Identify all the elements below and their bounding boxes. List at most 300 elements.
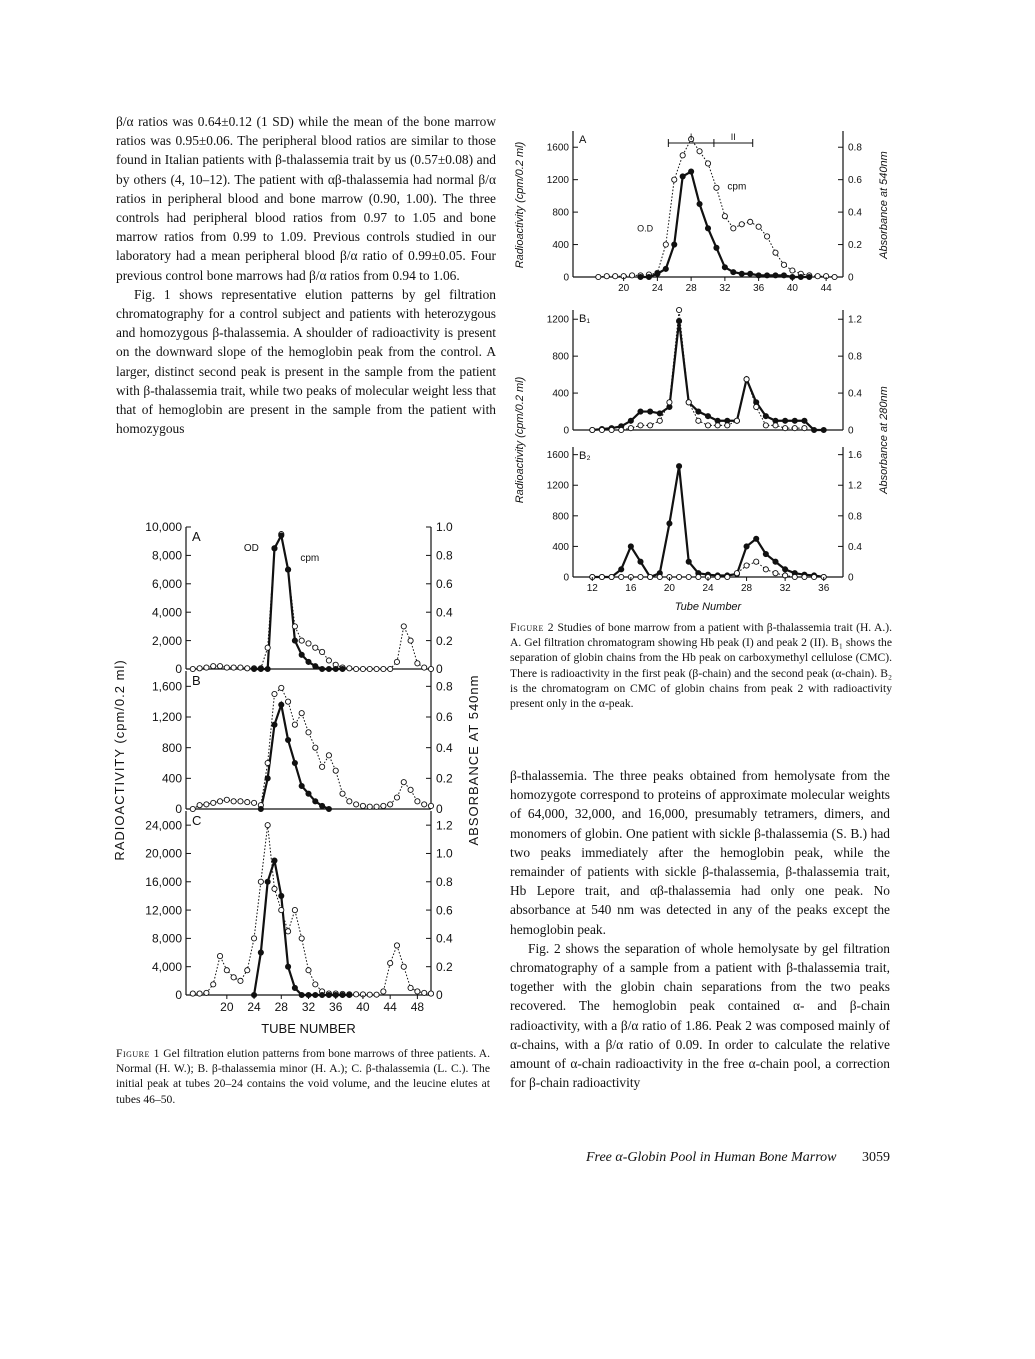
- cpm-point: [696, 409, 701, 414]
- od-point: [326, 992, 331, 997]
- od-point: [265, 776, 270, 781]
- x-tick-label: 40: [356, 1000, 370, 1014]
- x-tick-label: 36: [753, 283, 765, 294]
- y2-tick-label: 0: [436, 988, 443, 1003]
- cpm-point: [347, 799, 352, 804]
- cpm-point: [367, 992, 372, 997]
- od-point: [292, 760, 297, 765]
- cpm-point: [744, 544, 749, 549]
- y-tick-label: 1200: [546, 314, 569, 326]
- od-point: [705, 423, 710, 428]
- od-point: [320, 666, 325, 671]
- y2-axis-label: Absorbance at 280nm: [878, 386, 890, 494]
- figure-1-caption: [116, 1046, 490, 1107]
- od-point: [306, 791, 311, 796]
- cpm-point: [821, 427, 826, 432]
- od-point: [714, 245, 719, 250]
- cpm-point: [764, 234, 769, 239]
- od-point: [638, 274, 643, 279]
- cpm-point: [354, 802, 359, 807]
- cpm-point: [374, 666, 379, 671]
- y-tick-label: 1,600: [151, 679, 182, 694]
- od-point: [754, 404, 759, 409]
- y-tick-label: 800: [552, 511, 569, 523]
- od-point: [619, 427, 624, 432]
- od-point: [292, 638, 297, 643]
- cpm-point: [783, 418, 788, 423]
- y2-tick-label: 1.2: [848, 314, 862, 326]
- od-point: [313, 799, 318, 804]
- cpm-point: [333, 768, 338, 773]
- cpm-point: [638, 409, 643, 414]
- od-point: [279, 702, 284, 707]
- od-point: [657, 574, 662, 579]
- annotation-od: OD: [243, 543, 259, 555]
- cpm-point: [197, 803, 202, 808]
- cpm-point: [245, 968, 250, 973]
- cpm-point: [367, 666, 372, 671]
- cpm-point: [320, 764, 325, 769]
- od-point: [599, 427, 604, 432]
- text-column-left: [116, 112, 496, 438]
- y2-tick-label: 0.8: [848, 511, 862, 523]
- y2-tick-label: 0.4: [848, 207, 862, 219]
- panel-label: A: [579, 134, 587, 146]
- cpm-point: [763, 414, 768, 419]
- y2-axis-label: ABSORBANCE AT 540nm: [466, 674, 481, 846]
- cpm-point: [217, 799, 222, 804]
- cpm-point: [251, 800, 256, 805]
- cpm-point: [279, 907, 284, 912]
- cpm-point: [354, 666, 359, 671]
- x-tick-label: 12: [586, 583, 598, 594]
- od-point: [599, 574, 604, 579]
- cpm-point: [790, 268, 795, 273]
- cpm-point: [672, 177, 677, 182]
- od-point: [326, 806, 331, 811]
- y-tick-label: 0: [563, 572, 569, 584]
- od-point: [802, 426, 807, 431]
- x-tick-label: 36: [329, 1000, 343, 1014]
- od-point: [748, 271, 753, 276]
- y2-tick-label: 0.6: [848, 175, 862, 187]
- od-point: [686, 400, 691, 405]
- cpm-point: [197, 991, 202, 996]
- cpm-point: [313, 745, 318, 750]
- cpm-point: [613, 274, 618, 279]
- cpm-point: [367, 804, 372, 809]
- od-point: [628, 426, 633, 431]
- y-tick-label: 10,000: [145, 520, 182, 535]
- paragraph: Fig. 1 shows representative elution patterns by gel filtration chromatography for a control subject and patients with heterozygous and homozygous β-thalassemia. A shoulder of radioactivity is present on the downward slope of the hemoglobin peak from the control. A larger, distinct second peak is present in the sample from the patient with β-thalassemia trait, while two peaks of molecular weight less that that of hemoglobin are present in the sample from the patient with homozygous: [116, 286, 496, 437]
- y-tick-label: 8,000: [151, 548, 182, 563]
- paragraph: β-thalassemia. The three peaks obtained from hemolysate from the homozygote correspond to proteins of approximate molecular weights of 64,000, 32,000, and 16,000, presumably tetramers, dimers, and monomers of globin. One patient with sickle β-thalassemia (S. B.) had two peaks immediately after the hemoglobin peak, while the remainder of patients with sickle β-thalassemia, β-thalassemia trait, Hb Lepore trait, and αβ-thalassemia had only one peak. No absorbance at 540 nm was detected in any of the peaks except the hemoglobin peak.: [510, 768, 890, 937]
- cpm-point: [811, 427, 816, 432]
- page-number: 3059: [862, 1150, 890, 1165]
- od-point: [272, 858, 277, 863]
- od-point: [313, 664, 318, 669]
- y-tick-label: 1600: [546, 450, 569, 462]
- cpm-point: [340, 791, 345, 796]
- od-point: [648, 574, 653, 579]
- y-tick-label: 0: [175, 988, 182, 1003]
- y-tick-label: 400: [552, 240, 569, 252]
- cpm-point: [313, 645, 318, 650]
- y-tick-label: 400: [552, 388, 569, 400]
- cpm-point: [217, 664, 222, 669]
- cpm-point: [705, 161, 710, 166]
- cpm-point: [211, 800, 216, 805]
- od-point: [764, 273, 769, 278]
- od-point: [773, 571, 778, 576]
- cpm-point: [251, 936, 256, 941]
- cpm-point: [299, 936, 304, 941]
- cpm-point: [299, 711, 304, 716]
- y-tick-label: 1200: [546, 480, 569, 492]
- cpm-point: [354, 992, 359, 997]
- od-point: [686, 574, 691, 579]
- y-tick-label: 400: [552, 541, 569, 553]
- cpm-point: [285, 699, 290, 704]
- od-point: [340, 666, 345, 671]
- y-axis-label: Radioactivity (cpm/0.2 ml): [514, 141, 526, 269]
- cpm-point: [748, 219, 753, 224]
- cpm-point: [292, 624, 297, 629]
- y-tick-label: 12,000: [145, 903, 182, 918]
- panel-label: A: [192, 529, 201, 544]
- cpm-point: [792, 418, 797, 423]
- y-tick-label: 1200: [546, 175, 569, 187]
- od-point: [680, 174, 685, 179]
- x-tick-label: 28: [274, 1000, 288, 1014]
- od-point: [697, 201, 702, 206]
- y-tick-label: 0: [563, 425, 569, 437]
- y-tick-label: 1,200: [151, 710, 182, 725]
- od-point: [725, 574, 730, 579]
- cpm-point: [596, 274, 601, 279]
- od-point: [734, 571, 739, 576]
- cpm-point: [388, 961, 393, 966]
- figure-2-caption: [510, 620, 892, 711]
- panel-B₂: [547, 447, 863, 584]
- y2-tick-label: 1.6: [848, 450, 862, 462]
- cpm-point: [714, 185, 719, 190]
- panel-label: C: [192, 813, 202, 828]
- cpm-point: [292, 722, 297, 727]
- od-point: [781, 273, 786, 278]
- od-point: [609, 574, 614, 579]
- cpm-point: [428, 991, 433, 996]
- cpm-point: [394, 659, 399, 664]
- y-tick-label: 16,000: [145, 874, 182, 889]
- y2-tick-label: 0.4: [436, 931, 453, 946]
- y2-axis-label: Absorbance at 540nm: [878, 151, 890, 259]
- od-point: [279, 533, 284, 538]
- cpm-point: [231, 799, 236, 804]
- od-point: [689, 169, 694, 174]
- cpm-point: [224, 968, 229, 973]
- cpm-point: [663, 242, 668, 247]
- cpm-point: [686, 559, 691, 564]
- od-point: [258, 806, 263, 811]
- cpm-point: [258, 879, 263, 884]
- od-point: [251, 666, 256, 671]
- y2-tick-label: 0.4: [436, 740, 453, 755]
- cpm-point: [705, 414, 710, 419]
- od-point: [609, 427, 614, 432]
- cpm-point: [422, 802, 427, 807]
- cpm-point: [657, 411, 662, 416]
- y-tick-label: 400: [161, 771, 182, 786]
- panel-B₁: [547, 307, 863, 436]
- od-point: [802, 574, 807, 579]
- x-tick-label: 24: [651, 283, 663, 294]
- y2-tick-label: 0.4: [848, 541, 862, 553]
- x-axis-label: Tube Number: [674, 601, 742, 613]
- y2-tick-label: 0.8: [436, 679, 453, 694]
- cpm-point: [604, 274, 609, 279]
- od-point: [773, 423, 778, 428]
- od-point: [696, 418, 701, 423]
- cpm-point: [285, 929, 290, 934]
- y-tick-label: 8,000: [151, 931, 182, 946]
- cpm-point: [292, 907, 297, 912]
- cpm-point: [381, 803, 386, 808]
- od-point: [272, 546, 277, 551]
- y-tick-label: 0: [175, 802, 182, 817]
- x-axis-label: TUBE NUMBER: [261, 1021, 356, 1036]
- cpm-point: [628, 544, 633, 549]
- od-point: [347, 992, 352, 997]
- y2-tick-label: 1.0: [436, 520, 453, 535]
- y-tick-label: 6,000: [151, 577, 182, 591]
- od-point: [744, 377, 749, 382]
- cpm-point: [763, 551, 768, 556]
- x-tick-label: 32: [779, 583, 791, 594]
- y2-tick-label: 0.2: [436, 633, 453, 648]
- cpm-point: [781, 262, 786, 267]
- od-point: [638, 574, 643, 579]
- od-point: [715, 574, 720, 579]
- cpm-point: [422, 665, 427, 670]
- od-point: [258, 950, 263, 955]
- od-point: [725, 423, 730, 428]
- x-tick-label: 20: [618, 283, 630, 294]
- od-point: [326, 666, 331, 671]
- running-footer: [480, 1150, 890, 1166]
- od-point: [731, 270, 736, 275]
- x-tick-label: 24: [702, 583, 714, 594]
- cpm-point: [415, 661, 420, 666]
- y2-tick-label: 0.2: [436, 959, 453, 974]
- cpm-point: [754, 536, 759, 541]
- od-point: [333, 666, 338, 671]
- od-point: [676, 574, 681, 579]
- cpm-point: [299, 638, 304, 643]
- figure-1-caption-text: Gel filtration elution patterns from bone marrows of three patients. A. Normal (H. W.); B. β-thalassemia minor (H. A.); C. β-thalassemia (L. C.). The initial peak at tubes 20–24 contains the void volume, and the leucine elutes at tubes 46–50.: [116, 1047, 490, 1106]
- peak-label: I: [689, 132, 693, 142]
- od-point: [590, 427, 595, 432]
- cpm-point: [245, 800, 250, 805]
- y2-tick-label: 0.4: [848, 388, 862, 400]
- od-point: [715, 423, 720, 428]
- figure-2-label: Figure 2: [510, 621, 555, 634]
- y-tick-label: 800: [552, 207, 569, 219]
- cpm-point: [739, 222, 744, 227]
- y-tick-label: 24,000: [145, 818, 182, 833]
- figure-1-label: Figure 1: [116, 1047, 160, 1060]
- od-point: [739, 271, 744, 276]
- x-tick-label: 48: [410, 1000, 425, 1014]
- annotation-cpm: cpm: [727, 181, 747, 193]
- y2-tick-label: 0.4: [436, 605, 453, 620]
- cpm-point: [224, 797, 229, 802]
- od-point: [320, 803, 325, 808]
- od-point: [744, 563, 749, 568]
- cpm-point: [401, 780, 406, 785]
- cpm-point: [204, 990, 209, 995]
- cpm-point: [272, 691, 277, 696]
- panel-A: [547, 131, 863, 284]
- cpm-point: [347, 666, 352, 671]
- od-point: [798, 274, 803, 279]
- x-tick-label: 28: [685, 283, 697, 294]
- x-tick-label: 16: [625, 583, 637, 594]
- cpm-point: [773, 559, 778, 564]
- od-point: [299, 992, 304, 997]
- od-point: [340, 992, 345, 997]
- cpm-point: [326, 753, 331, 758]
- cpm-point: [204, 665, 209, 670]
- figure-2-caption-text: Studies of bone marrow from a patient with β-thalassemia trait (H. A.). A. Gel filtration chromatogram showing Hb peak (I) and peak 2 (II). B₁ shows the separation of globin chains from the Hb peak on carboxymethyl cellulose (CMC). There is radioactivity in the first peak (β-chain) and the second peak (α-chain). B₂ is the chromatogram on CMC of globin chains from peak 2 with radioactivity present only in the α-peak.: [510, 621, 892, 711]
- x-tick-label: 28: [741, 583, 753, 594]
- y2-tick-label: 0: [848, 425, 854, 437]
- y2-tick-label: 0: [436, 662, 443, 677]
- y-axis-label: Radioactivity (cpm/0.2 ml): [514, 376, 526, 504]
- y2-tick-label: 0.6: [436, 577, 453, 591]
- od-point: [657, 418, 662, 423]
- y2-tick-label: 0.2: [848, 240, 862, 252]
- y-tick-label: 800: [552, 351, 569, 363]
- cpm-point: [428, 803, 433, 808]
- od-point: [734, 418, 739, 423]
- cpm-point: [224, 665, 229, 670]
- cpm-point: [422, 990, 427, 995]
- cpm-point: [326, 658, 331, 663]
- y-tick-label: 0: [175, 662, 182, 677]
- figure-2-chart: [505, 105, 910, 617]
- cpm-point: [628, 418, 633, 423]
- cpm-point: [667, 521, 672, 526]
- y-tick-label: 4,000: [151, 605, 182, 620]
- od-point: [663, 266, 668, 271]
- od-point: [313, 992, 318, 997]
- paragraph: Fig. 2 shows the separation of whole hemolysate by gel filtration chromatography of a sample from a patient with β-thalassemia trait, together with the globin chain separations from the two peaks recovered. The hemoglobin peak contained α- and β-chain radioactivity, with a β/α ratio of 1.86. Peak 2 was composed mainly of α-chains, with a β/α ratio of 0.09. In order to calculate the relative amount of α-chain radioactivity in the free α-chain pool, a correction for β-chain radioactivity: [510, 940, 890, 1091]
- cpm-point: [408, 787, 413, 792]
- cpm-point: [190, 666, 195, 671]
- text-column-right: [510, 766, 890, 1092]
- y2-tick-label: 1.2: [848, 480, 862, 492]
- od-point: [792, 426, 797, 431]
- panel-label: B₁: [579, 313, 591, 325]
- x-tick-label: 20: [220, 1000, 234, 1014]
- cpm-point: [773, 250, 778, 255]
- cpm-point: [408, 985, 413, 990]
- cpm-point: [648, 409, 653, 414]
- annotation-cpm: cpm: [300, 553, 320, 565]
- cpm-point: [360, 803, 365, 808]
- od-point: [648, 423, 653, 428]
- cpm-point: [676, 318, 681, 323]
- y2-tick-label: 0: [848, 272, 854, 284]
- cpm-point: [381, 666, 386, 671]
- od-point: [279, 893, 284, 898]
- y-axis-label: RADIOACTIVITY (cpm/0.2 ml): [112, 659, 127, 861]
- cpm-point: [245, 666, 250, 671]
- cpm-point: [415, 989, 420, 994]
- running-title: Free α-Globin Pool in Human Bone Marrow: [585, 1150, 837, 1165]
- od-point: [619, 574, 624, 579]
- cpm-point: [680, 153, 685, 158]
- cpm-point: [815, 274, 820, 279]
- od-point: [667, 400, 672, 405]
- y2-tick-label: 1.2: [436, 818, 453, 833]
- cpm-point: [217, 953, 222, 958]
- od-point: [672, 242, 677, 247]
- y2-tick-label: 0.2: [436, 771, 453, 786]
- cpm-point: [832, 274, 837, 279]
- cpm-point: [731, 226, 736, 231]
- cpm-point: [279, 685, 284, 690]
- od-point: [646, 274, 651, 279]
- cpm-point: [722, 214, 727, 219]
- od-point: [272, 722, 277, 727]
- cpm-point: [190, 806, 195, 811]
- annotation-od: O.D: [637, 223, 654, 234]
- y-tick-label: 4,000: [151, 959, 182, 974]
- y2-tick-label: 0.8: [436, 548, 453, 563]
- od-line: [641, 172, 810, 277]
- cpm-point: [306, 730, 311, 735]
- cpm-point: [190, 991, 195, 996]
- cpm-point: [265, 760, 270, 765]
- cpm-point: [265, 645, 270, 650]
- cpm-point: [381, 989, 386, 994]
- y-tick-label: 800: [161, 740, 182, 755]
- cpm-point: [394, 943, 399, 948]
- od-point: [258, 666, 263, 671]
- cpm-point: [272, 886, 277, 891]
- cpm-point: [408, 638, 413, 643]
- od-point: [320, 992, 325, 997]
- cpm-line: [598, 139, 834, 277]
- peak-label: II: [730, 132, 736, 142]
- cpm-line: [592, 466, 823, 577]
- od-point: [299, 652, 304, 657]
- od-point: [763, 567, 768, 572]
- cpm-point: [388, 802, 393, 807]
- cpm-point: [306, 968, 311, 973]
- y2-tick-label: 0: [848, 572, 854, 584]
- cpm-point: [676, 464, 681, 469]
- od-point: [292, 985, 297, 990]
- cpm-point: [802, 418, 807, 423]
- cpm-point: [231, 665, 236, 670]
- y2-tick-label: 0.8: [436, 874, 453, 889]
- cpm-point: [401, 624, 406, 629]
- cpm-point: [374, 804, 379, 809]
- od-point: [265, 666, 270, 671]
